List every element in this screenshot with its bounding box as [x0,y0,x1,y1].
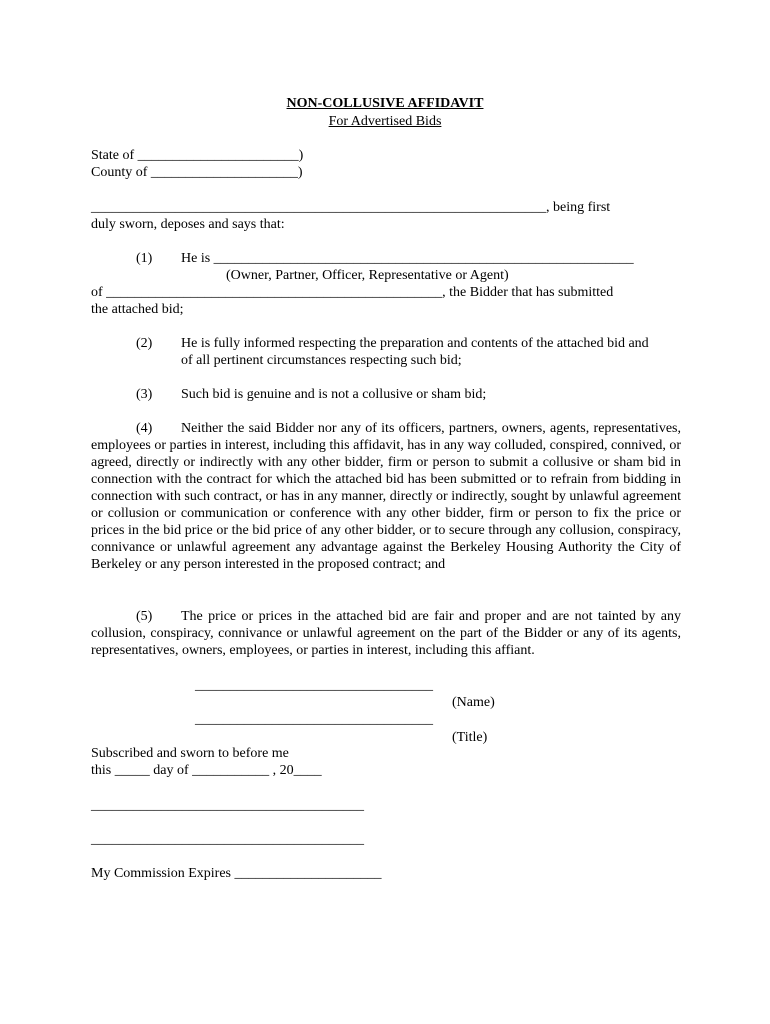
item-1-text: He is ____________________________________________________________ [181,251,634,266]
name-label: (Name) [452,695,495,710]
document-subtitle: For Advertised Bids [328,114,442,129]
item-4-paragraph [91,420,681,573]
role-hint: (Owner, Partner, Officer, Representative or Agent) [226,268,509,283]
sworn-statement: duly sworn, deposes and says that: [91,217,285,232]
date-line: this _____ day of ___________ , 20____ [91,763,322,778]
item-5-number: (5) [136,609,153,624]
title-label: (Title) [452,730,488,745]
title-signature-line: __________________________________ [195,712,433,727]
item-2-number: (2) [136,336,153,351]
commission-expires-line: My Commission Expires _____________________ [91,866,382,881]
document-title: NON-COLLUSIVE AFFIDAVIT [286,96,484,111]
item-1-number: (1) [136,251,153,266]
item-3-text: Such bid is genuine and is not a collusive or sham bid; [181,387,487,402]
item-5-text: The price or prices in the attached bid are fair and proper and are not tainted by any collusion, conspiracy, connivance or unlawful agreement on the part of the Bidder or any of its agents, representatives, owners, employees, or parties in interest, including this affiant. [91,609,681,658]
item-2-line-2: of all pertinent circumstances respecting such bid; [181,353,462,368]
notary-signature-line-2: _______________________________________ [91,832,364,847]
affiant-name-line: _________________________________________________________________, being first [91,200,611,215]
notary-signature-line-1: _______________________________________ [91,798,364,813]
county-of-line: County of _____________________) [91,165,303,180]
item-4-text: Neither the said Bidder nor any of its officers, partners, owners, agents, representatives, employees or parties in interest, including this affidavit, has in any way colluded, conspired, connived, or agreed, directly or indirectly with any other bidder, firm or person to submit a collusive or sham bid in connection with the contract for which the attached bid has been submitted or to refrain from bidding in connection with such contract, or has in any manner, directly or indirectly, sought by unlawful agreement or collusion or communication or conference with any other bidder, firm or person to fix the price or prices in the bid price or the bid price of any other bidder, or to secure through any collusion, conspiracy, connivance or unlawful agreement any advantage against the Berkeley Housing Authority the City of Berkeley or any person interested in the proposed contract; and [91,421,681,572]
state-of-line: State of _______________________) [91,148,304,163]
item-4-number: (4) [136,421,153,436]
item-1-tail: the attached bid; [91,302,184,317]
item-2-line-1: He is fully informed respecting the preparation and contents of the attached bid and [181,336,649,351]
item-3-number: (3) [136,387,153,402]
item-5-paragraph [91,608,681,659]
subscribed-sworn-line: Subscribed and sworn to before me [91,746,289,761]
bidder-line: of ________________________________________________, the Bidder that has submitted [91,285,614,300]
name-signature-line: __________________________________ [195,678,433,693]
